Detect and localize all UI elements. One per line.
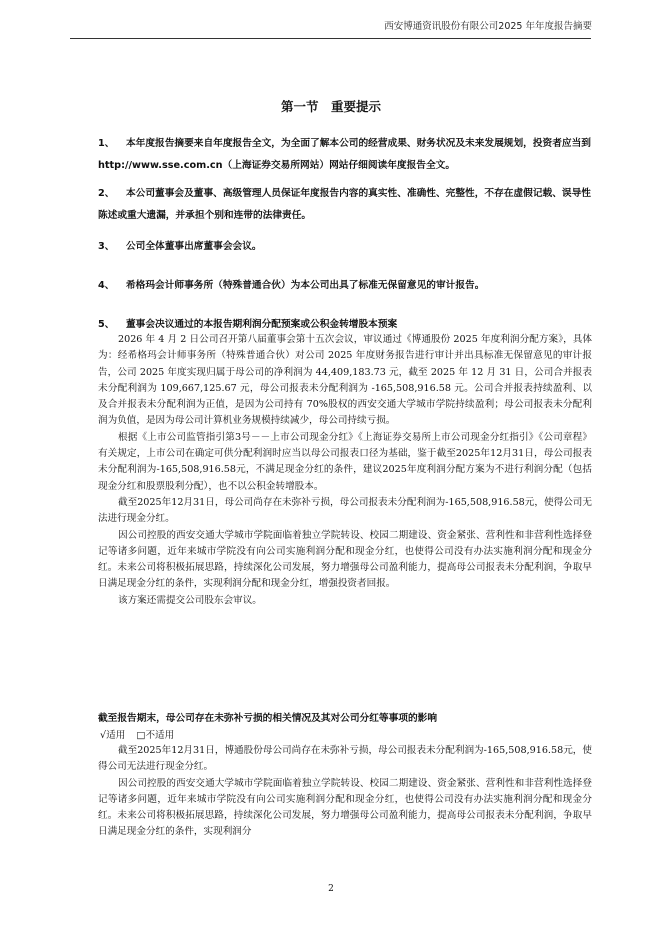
notice-item-1 — [98, 133, 592, 177]
paragraph: 该方案还需提交公司股东会审议。 — [118, 594, 262, 606]
page-header: 西安博通资讯股份有限公司2025 年年度报告摘要 — [384, 21, 592, 32]
item-text: 本年度报告摘要来自年度报告全文，为全面了解本公司的经营成果、财务状况及未来发展规划，投资者应当到 http://www.sse.com.cn（上海证券交易所网站）网站仔细阅读年度报告全文。 — [98, 138, 591, 171]
check-not-applicable: □不适用 — [136, 730, 175, 741]
item-number: 2、 — [98, 188, 115, 199]
header-divider — [70, 38, 591, 39]
item-number: 5、 — [98, 319, 115, 330]
paragraph: 根据《上市公司监管指引第3号－－上市公司现金分红》《上海证券交易所上市公司现金分红指引》《公司章程》有关规定，上市公司在确定可供分配利润时应当以母公司报表口径为基础，鉴于截至2025年12月31日，母公司报表未分配利润为-165,508,916.58元，不满足现金分红的条件，建议2025年度利润分配方案为不进行利润分配（包括现金分红和股票股利分配），也不以公积金转增股本。 — [98, 431, 592, 492]
item5-body — [98, 332, 592, 609]
notice-item-4 — [98, 275, 592, 297]
item-text: 董事会决议通过的本报告期利润分配预案或公积金转增股本预案 — [126, 319, 398, 330]
loss-section-body — [98, 743, 592, 841]
section-title: 第一节 重要提示 — [280, 99, 381, 114]
applicability-checks — [100, 727, 174, 741]
paragraph: 截至2025年12月31日，母公司尚存在未弥补亏损，母公司报表未分配利润为-165,508,916.58元，使得公司无法进行现金分红。 — [98, 496, 592, 525]
paragraph: 因公司控股的西安交通大学城市学院面临着独立学院转设、校园二期建设、资金紧张、营利性和非营利性选择登记等诸多问题，近年来城市学院没有向公司实施利润分配和现金分红，也使得公司没有办法实施利润分配和现金分红。未来公司将积极拓展思路，持续深化公司发展，努力增强母公司盈利能力，提高母公司报表未分配利润，争取早日满足现金分红的条件，实现利润分 — [98, 777, 592, 838]
page-number: 2 — [328, 884, 334, 894]
paragraph: 2026 年 4 月 2 日公司召开第八届董事会第十五次会议，审议通过《博通股份 2025 年度利润分配方案》，具体为：经希格玛会计师事务所（特殊普通合伙）对公司 2025 年度财务报告进行审计并出具标准无保留意见的审计报告，公司 2025 年度实现归属于母公司的净利润为 44,409,183.73 元，截至 2025 年 12 月 31 日，公司合并报表未分配利润为 109,667,125.67 元，母公司报表未分配利润为 -165,508,916.58 元。公司合并报表持续盈利、以及合并报表未分配利润为正值，是因为公司持有 70%股权的西安交通大学城市学院持续盈利；母公司报表未分配利润为负值，是因为母公司计算机业务规模持续减少，母公司持续亏损。 — [98, 334, 592, 427]
item-text: 希格玛会计师事务所（特殊普通合伙）为本公司出具了标准无保留意见的审计报告。 — [126, 280, 485, 291]
item-number: 1、 — [98, 138, 115, 149]
notice-item-3 — [98, 236, 592, 258]
check-applicable: √适用 — [100, 730, 126, 741]
item-number: 3、 — [98, 241, 115, 252]
paragraph: 截至2025年12月31日，博通股份母公司尚存在未弥补亏损，母公司报表未分配利润为-165,508,916.58元，使得公司无法进行现金分红。 — [98, 745, 592, 773]
notice-item-2 — [98, 183, 592, 227]
paragraph: 因公司控股的西安交通大学城市学院面临着独立学院转设、校园二期建设、资金紧张、营利性和非营利性选择登记等诸多问题，近年来城市学院没有向公司实施利润分配和现金分红，也使得公司没有办法实施利润分配和现金分红。未来公司将积极拓展思路，持续深化公司发展，努力增强母公司盈利能力，提高母公司报表未分配利润，争取早日满足现金分红的条件，实现利润分配和现金分红，增强投资者回报。 — [98, 529, 592, 590]
loss-section-heading: 截至报告期末，母公司存在未弥补亏损的相关情况及其对公司分红等事项的影响 — [98, 713, 438, 724]
item-text: 本公司董事会及董事、高级管理人员保证年度报告内容的真实性、准确性、完整性，不存在虚假记载、误导性陈述或重大遗漏，并承担个别和连带的法律责任。 — [98, 188, 591, 221]
item-number: 4、 — [98, 280, 115, 291]
item-text: 公司全体董事出席董事会会议。 — [126, 241, 262, 252]
